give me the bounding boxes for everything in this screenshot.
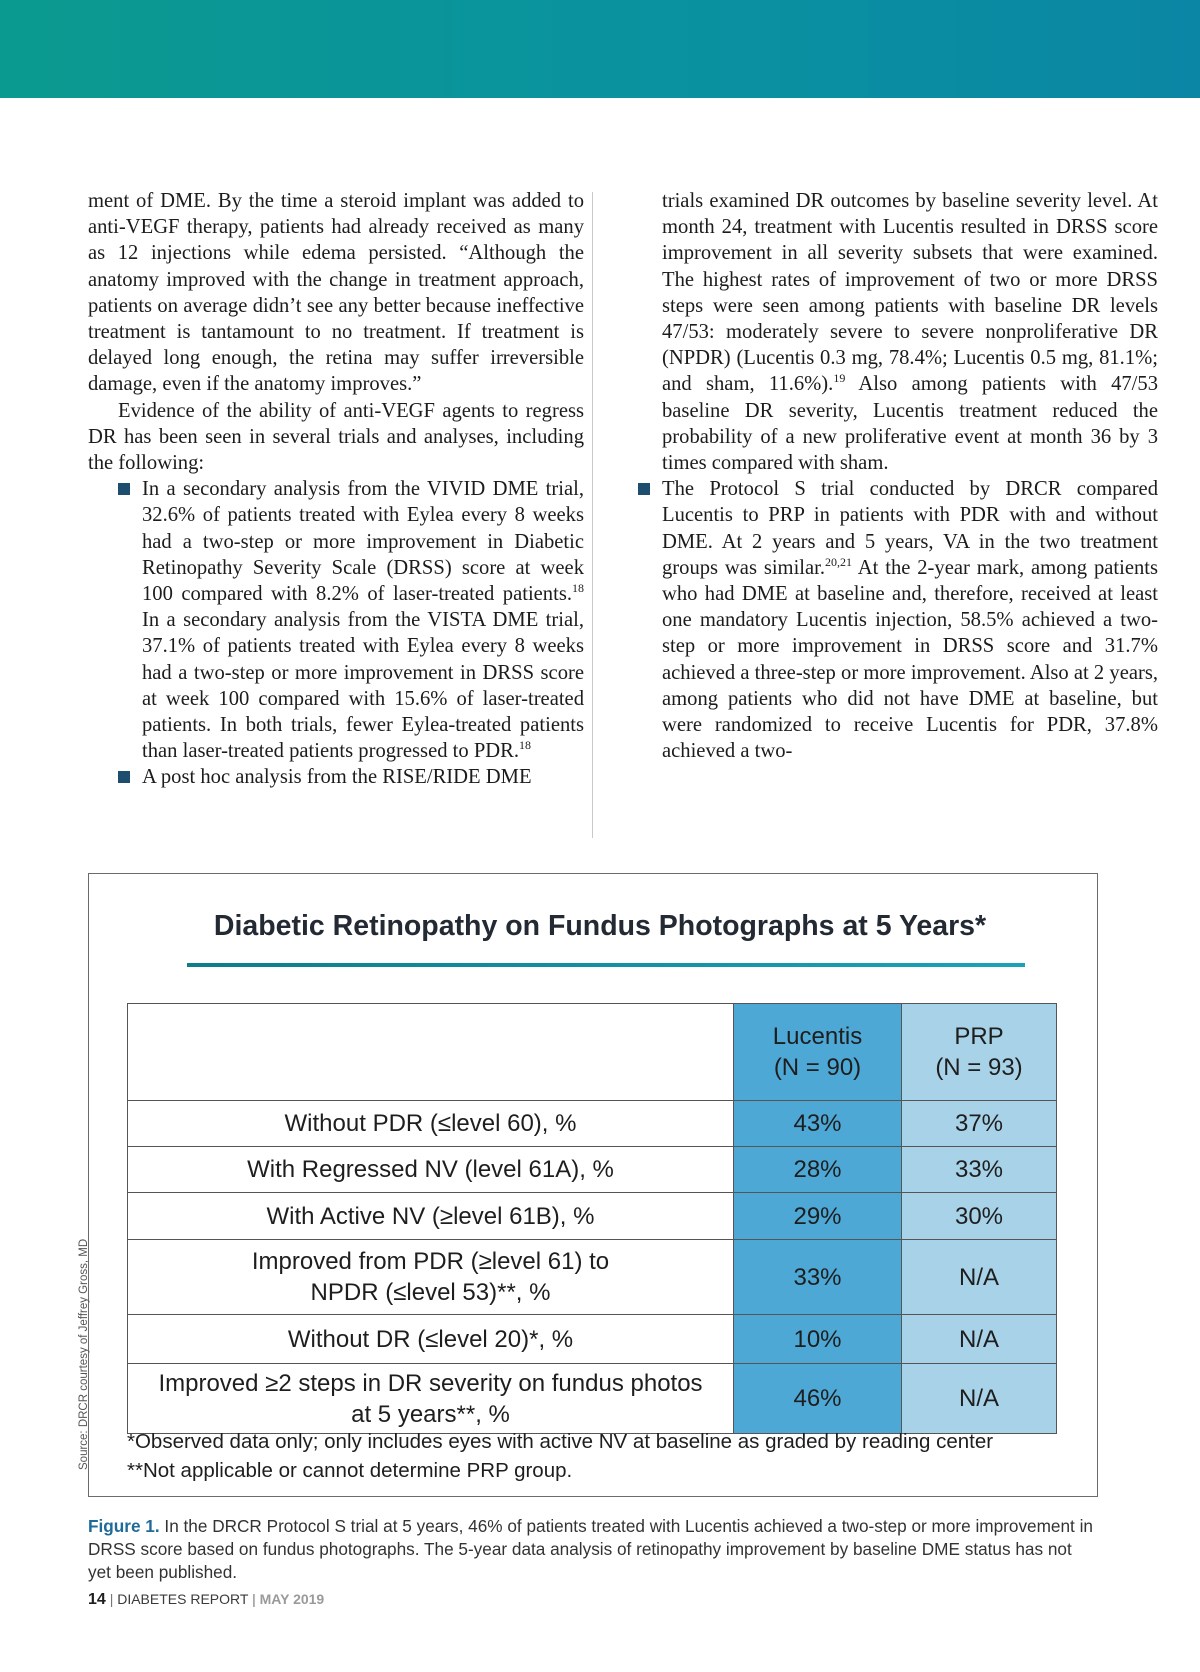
row-label: Without PDR (≤level 60), %	[128, 1101, 734, 1147]
reference-marker: 18	[572, 581, 584, 596]
prp-value: N/A	[902, 1315, 1057, 1364]
results-table	[127, 1003, 1057, 1434]
table-row	[128, 1364, 1057, 1434]
table-row	[128, 1193, 1057, 1240]
header-band	[0, 0, 1200, 98]
bullet-text: A post hoc analysis from the RISE/RIDE DME	[142, 766, 532, 789]
table-row	[128, 1240, 1057, 1315]
bullet-item	[662, 476, 1158, 764]
figure-title: Diabetic Retinopathy on Fundus Photographs at 5 Years*	[213, 910, 987, 942]
title-underline	[187, 963, 1025, 967]
bullet-text: The Protocol S trial conducted by DRCR compared Lucentis to PRP in patients with PDR with and without DME. At 2 years and 5 years, VA in the two treatment groups was similar.	[662, 478, 1158, 579]
reference-marker: 20,21	[825, 554, 853, 569]
lucentis-value: 33%	[734, 1240, 902, 1315]
lucentis-value: 10%	[734, 1315, 902, 1364]
caption-text: In the DRCR Protocol S trial at 5 years, 46% of patients treated with Lucentis achieved a two-step or more improvement in DRSS score based on fundus photographs. The 5-year data analysis of retinopathy improvement by baseline DME status has not yet been published.	[88, 1516, 1093, 1582]
row-label: With Active NV (≥level 61B), %	[128, 1193, 734, 1240]
footnote: *Observed data only; only includes eyes with active NV at baseline as graded by reading center	[127, 1430, 994, 1453]
row-label-line: NPDR (≤level 53)**, %	[310, 1279, 551, 1306]
header-lucentis	[734, 1004, 902, 1101]
table-row	[128, 1101, 1057, 1147]
table-row	[128, 1315, 1057, 1364]
paragraph: ment of DME. By the time a steroid implant was added to anti-VEGF therapy, patients had already received as many as 12 injections while edema persisted. “Although the anatomy improved with the change in treatment approach, patients on average didn’t see any better because ineffective treatment is tantamount to no treatment. If treatment is delayed long enough, the retina may suffer irreversible damage, even if the anatomy improves.”	[88, 190, 584, 396]
table-row	[128, 1147, 1057, 1193]
bullet-text: In a secondary analysis from the VISTA DME trial, 37.1% of patients treated with Eylea every 8 weeks had a two-step or more improvement in DRSS score at week 100 compared with 15.6% of laser-treated patients. In both trials, fewer Eylea-treated patients than laser-treated patients progressed to PDR.	[142, 609, 584, 763]
row-label: Without DR (≤level 20)*, %	[128, 1315, 734, 1364]
prp-n: (N = 93)	[935, 1054, 1023, 1081]
header-empty-cell	[128, 1004, 734, 1101]
left-column	[88, 188, 584, 791]
lucentis-value: 46%	[734, 1364, 902, 1434]
table-header-row	[128, 1004, 1057, 1101]
table-footnotes	[127, 1428, 993, 1485]
prp-value: N/A	[902, 1364, 1057, 1434]
prp-value: 30%	[902, 1193, 1057, 1240]
bullet-text: At the 2-year mark, among patients who had DME at baseline and, therefore, received at least one mandatory Lucentis injection, 58.5% achieved a two-step or more improvement in DRSS score and 31.7% achieved a three-step or more improvement. Also at 2 years, among patients who did not have DME at baseline, but were randomized to receive Lucentis for PDR, 37.8% achieved a two-	[662, 556, 1158, 763]
row-label	[128, 1364, 734, 1434]
square-bullet-icon	[638, 483, 650, 495]
row-label-line: at 5 years**, %	[351, 1400, 510, 1428]
prp-name: PRP	[954, 1023, 1004, 1050]
row-label: With Regressed NV (level 61A), %	[128, 1147, 734, 1193]
prp-value: 37%	[902, 1101, 1057, 1147]
page-number: 14	[88, 1591, 106, 1608]
footer-separator: |	[109, 1591, 114, 1607]
row-label-line: Improved ≥2 steps in DR severity on fundus photos	[158, 1369, 703, 1397]
issue-date: MAY 2019	[259, 1591, 325, 1607]
row-label-line: Improved from PDR (≥level 61) to	[251, 1248, 610, 1275]
paragraph-text: trials examined DR outcomes by baseline severity level. At month 24, treatment with Lucentis resulted in DRSS score improvement in all severity subsets that were examined. The highest rates of improvement of two or more DRSS steps were seen among patients with baseline DR levels 47/53: moderately severe to severe nonproliferative DR (NPDR) (Lucentis 0.3 mg, 78.4%; Lucentis 0.5 mg, 81.1%; and sham, 11.6%).	[662, 190, 1158, 396]
lucentis-name: Lucentis	[772, 1023, 863, 1050]
bullet-item	[88, 476, 584, 764]
lucentis-value: 28%	[734, 1147, 902, 1193]
publication-name: DIABETES REPORT	[117, 1591, 249, 1607]
square-bullet-icon	[118, 771, 130, 783]
lucentis-value: 29%	[734, 1193, 902, 1240]
source-credit-text: Source: DRCR courtesy of Jeffrey Gross, MD	[78, 1238, 90, 1470]
reference-marker: 18	[519, 738, 532, 753]
square-bullet-icon	[118, 483, 130, 495]
paragraph	[662, 188, 1158, 476]
prp-value: N/A	[902, 1240, 1057, 1315]
lucentis-value: 43%	[734, 1101, 902, 1147]
footnote: **Not applicable or cannot determine PRP group.	[127, 1458, 573, 1482]
right-column	[662, 188, 1158, 764]
bullet-text: In a secondary analysis from the VIVID DME trial, 32.6% of patients treated with Eylea every 8 weeks had a two-step or more improvement in Diabetic Retinopathy Severity Scale (DRSS) score at week 100 compared with 8.2% of laser-treated patients.	[142, 478, 584, 606]
bullet-item	[88, 764, 584, 790]
column-divider	[592, 192, 593, 838]
paragraph: Evidence of the ability of anti-VEGF agents to regress DR has been seen in several trials and analyses, including the following:	[88, 399, 584, 475]
prp-value: 33%	[902, 1147, 1057, 1193]
reference-marker: 19	[833, 371, 846, 386]
header-prp	[902, 1004, 1057, 1101]
caption-label: Figure 1.	[88, 1516, 160, 1536]
footer-separator: |	[252, 1591, 256, 1607]
lucentis-n: (N = 90)	[773, 1054, 862, 1081]
row-label	[128, 1240, 734, 1315]
paragraph-text: Also among patients with 47/53 baseline DR severity, Lucentis treatment reduced the probability of a new proliferative event at month 36 by 3 times compared with sham.	[662, 373, 1158, 475]
page-footer	[88, 1591, 324, 1609]
figure-caption	[88, 1515, 1098, 1584]
